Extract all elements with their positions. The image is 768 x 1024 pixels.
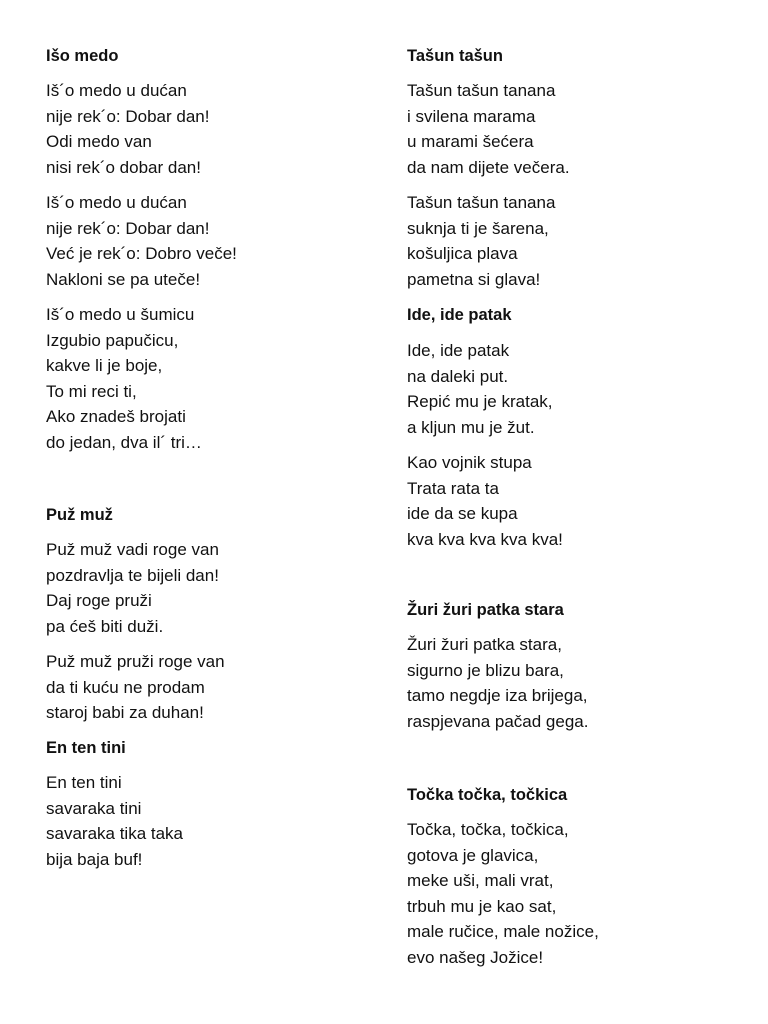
poem-line: kakve li je boje, <box>46 356 163 375</box>
stanza <box>407 450 563 552</box>
poem-line: male ručice, male nožice, <box>407 922 599 941</box>
poem-line: Ako znadeš brojati <box>46 407 186 426</box>
poem-line: Puž muž pruži roge van <box>46 652 225 671</box>
poem-line: Kao vojnik stupa <box>407 453 532 472</box>
stanza <box>46 78 209 180</box>
poem-title-en-ten-tini: En ten tini <box>46 739 126 757</box>
poem-line: kva kva kva kva kva! <box>407 529 563 549</box>
poem-line: a kljun mu je žut. <box>407 417 535 437</box>
poem-line: pozdravlja te bijeli dan! <box>46 565 219 585</box>
poem-line: tamo negdje iza brijega, <box>407 686 588 705</box>
poem-line: bija baja buf! <box>46 849 143 869</box>
poem-line: da nam dijete večera. <box>407 157 570 177</box>
stanza <box>407 632 588 734</box>
poem-line: Tašun tašun tanana <box>407 193 556 212</box>
poem-line: Iš´o medo u šumicu <box>46 305 195 324</box>
poem-line: Žuri žuri patka stara, <box>407 635 562 654</box>
poem-line: Nakloni se pa uteče! <box>46 269 201 289</box>
stanza <box>46 190 237 292</box>
poem-title-puz-muz: Puž muž <box>46 506 113 524</box>
poem-line: Već je rek´o: Dobro veče! <box>46 244 237 263</box>
poem-title-zuri-zuri-patka-stara: Žuri žuri patka stara <box>407 601 564 619</box>
poem-line: Izgubio papučicu, <box>46 330 179 350</box>
stanza <box>407 817 599 970</box>
stanza <box>407 78 570 180</box>
poem-line: meke uši, mali vrat, <box>407 871 554 890</box>
poem-line: staroj babi za duhan! <box>46 703 204 722</box>
poem-line: Točka, točka, točkica, <box>407 820 569 839</box>
poem-line: savaraka tika taka <box>46 824 184 843</box>
poem-title-tocka-tocka-tockica: Točka točka, točkica <box>407 786 568 804</box>
stanza <box>46 302 202 455</box>
poem-line: Ide, ide patak <box>407 341 510 360</box>
poem-line: Tašun tašun tanana <box>407 81 556 100</box>
poem-line: Iš´o medo u dućan <box>46 193 187 212</box>
poem-line: nije rek´o: Dobar dan! <box>46 218 210 238</box>
poem-line: na daleki put. <box>407 366 509 386</box>
poem-line: da ti kuću ne prodam <box>46 677 205 697</box>
poem-line: Iš´o medo u dućan <box>46 81 187 100</box>
poem-line: pa ćeš biti duži. <box>46 616 164 636</box>
poem-line: To mi reci ti, <box>46 381 137 401</box>
poem-line: i svilena marama <box>407 106 536 126</box>
poem-line: Daj roge pruži <box>46 591 152 610</box>
stanza <box>46 537 219 639</box>
stanza <box>407 190 555 292</box>
poem-line: ide da se kupa <box>407 504 518 523</box>
poem-line: pametna si glava! <box>407 269 541 289</box>
poem-line: do jedan, dva il´ tri… <box>46 432 202 452</box>
poem-line: sigurno je blizu bara, <box>407 660 564 680</box>
poem-line: nisi rek´o dobar dan! <box>46 157 201 177</box>
poem-line: Puž muž vadi roge van <box>46 540 219 559</box>
poem-title-iso-medo: Išo medo <box>46 47 119 65</box>
stanza <box>46 649 225 726</box>
poem-line: suknja ti je šarena, <box>407 218 549 238</box>
poem-line: Trata rata ta <box>407 478 499 498</box>
stanza <box>407 338 553 440</box>
poem-title-ide-ide-patak: Ide, ide patak <box>407 306 512 324</box>
poem-line: u marami šećera <box>407 132 534 151</box>
poem-line: savaraka tini <box>46 798 142 818</box>
poem-line: Repić mu je kratak, <box>407 392 553 411</box>
stanza <box>46 770 183 872</box>
poem-line: evo našeg Jožice! <box>407 947 544 967</box>
poem-line: nije rek´o: Dobar dan! <box>46 106 210 126</box>
poem-line: košuljica plava <box>407 244 518 263</box>
poem-line: Odi medo van <box>46 132 152 151</box>
poem-line: En ten tini <box>46 773 122 792</box>
poem-title-tasun-tasun: Tašun tašun <box>407 47 503 65</box>
poem-line: raspjevana pačad gega. <box>407 711 589 731</box>
poem-line: trbuh mu je kao sat, <box>407 896 557 916</box>
poem-line: gotova je glavica, <box>407 845 539 865</box>
